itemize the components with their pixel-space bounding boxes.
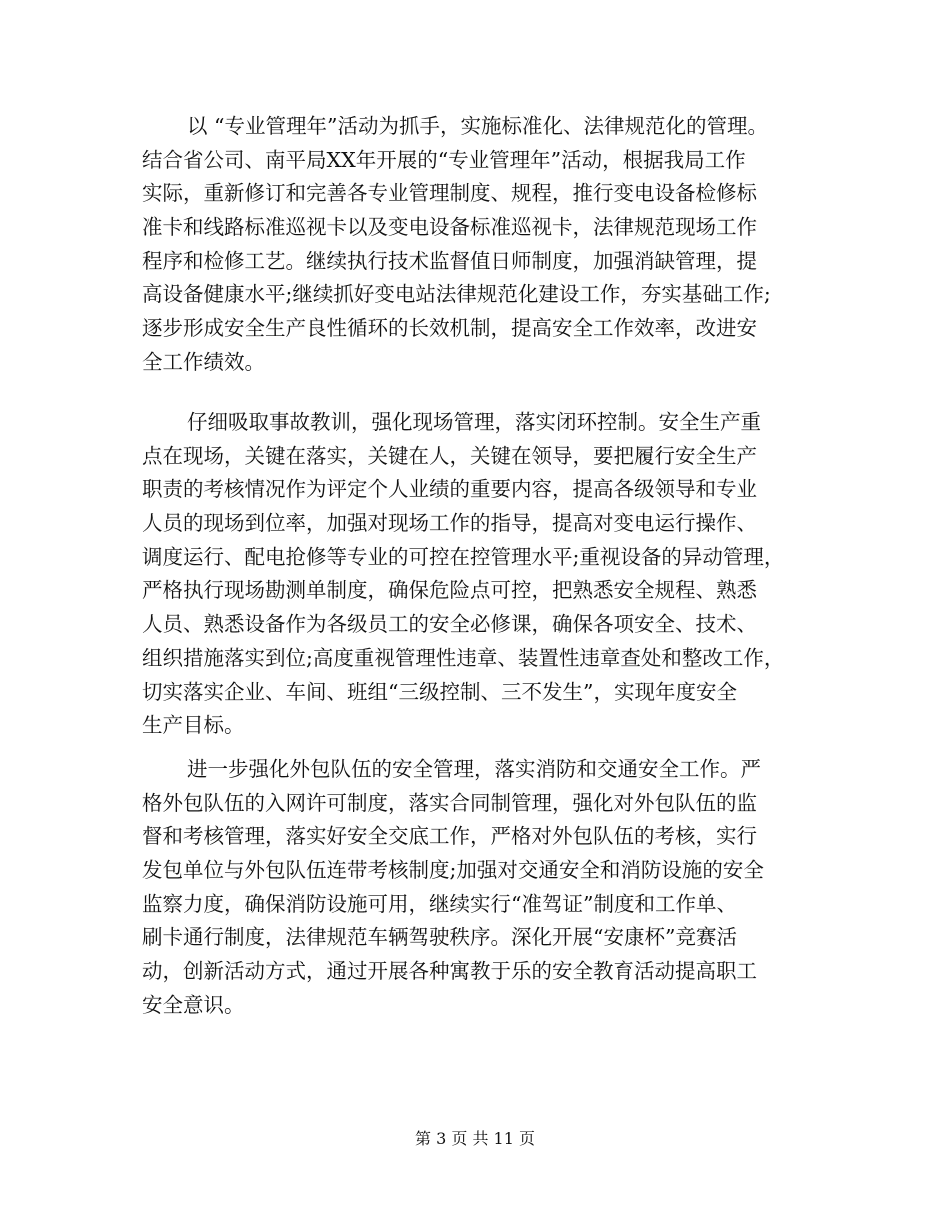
text-line: 督和考核管理，落实好安全交底工作，严格对外包队伍的考核，实行 [142,824,757,849]
text-line: 准卡和线路标准巡视卡以及变电设备标准巡视卡，法律规范现场工作 [142,215,757,240]
text-line: 以 “专业管理年”活动为抓手，实施标准化、法律规范化的管理。 [187,114,768,138]
text-line: 格外包队伍的入网许可制度，落实合同制管理，强化对外包队伍的监 [142,790,757,815]
text-line: 安全意识。 [142,992,245,1017]
paragraph-3 [142,753,822,1023]
text-line: 监察力度，确保消防设施可用，继续实行“准驾证”制度和工作单、 [142,891,737,916]
text-line: 人员、熟悉设备作为各级员工的安全必修课，确保各项安全、技术、 [142,612,757,637]
text-line: 职责的考核情况作为评定个人业绩的重要内容，提高各级领导和专业 [142,477,757,502]
text-line: 结合省公司、南平局XX年开展的“专业管理年”活动，根据我局工作 [142,147,746,172]
page-number-footer: 第 3 页 共 11 页 [415,1129,535,1148]
text-line: 严格执行现场勘测单制度，确保危险点可控，把熟悉安全规程、熟悉 [142,578,757,603]
text-line: 动，创新活动方式，通过开展各种寓教于乐的安全教育活动提高职工 [142,959,757,984]
text-line: 切实落实企业、车间、班组“三级控制、三不发生”，实现年度安全 [142,679,737,704]
paragraph-2 [142,406,822,743]
paragraph-1 [142,110,822,380]
text-line: 调度运行、配电抢修等专业的可控在控管理水平;重视设备的异动管理， [142,544,785,569]
text-line: 仔细吸取事故教训，强化现场管理，落实闭环控制。安全生产重 [187,410,761,434]
text-line: 点在现场，关键在落实，关键在人，关键在领导，要把履行安全生产 [142,443,757,468]
text-line: 全工作绩效。 [142,349,265,374]
text-line: 组织措施落实到位;高度重视管理性违章、装置性违章查处和整改工作， [142,645,785,670]
text-line: 生产目标。 [142,713,245,738]
text-line: 人员的现场到位率，加强对现场工作的指导，提高对变电运行操作、 [142,511,757,536]
text-line: 进一步强化外包队伍的安全管理，落实消防和交通安全工作。严 [187,757,761,781]
text-line: 高设备健康水平;继续抓好变电站法律规范化建设工作，夯实基础工作; [142,282,771,307]
text-line: 逐步形成安全生产良性循环的长效机制，提高安全工作效率，改进安 [142,316,757,341]
text-line: 发包单位与外包队伍连带考核制度;加强对交通安全和消防设施的安全 [142,858,764,883]
text-line: 刷卡通行制度，法律规范车辆驾驶秩序。深化开展“安康杯”竞赛活 [142,925,737,950]
text-line: 程序和检修工艺。继续执行技术监督值日师制度，加强消缺管理，提 [142,248,757,273]
text-line: 实际，重新修订和完善各专业管理制度、规程，推行变电设备检修标 [142,181,757,206]
